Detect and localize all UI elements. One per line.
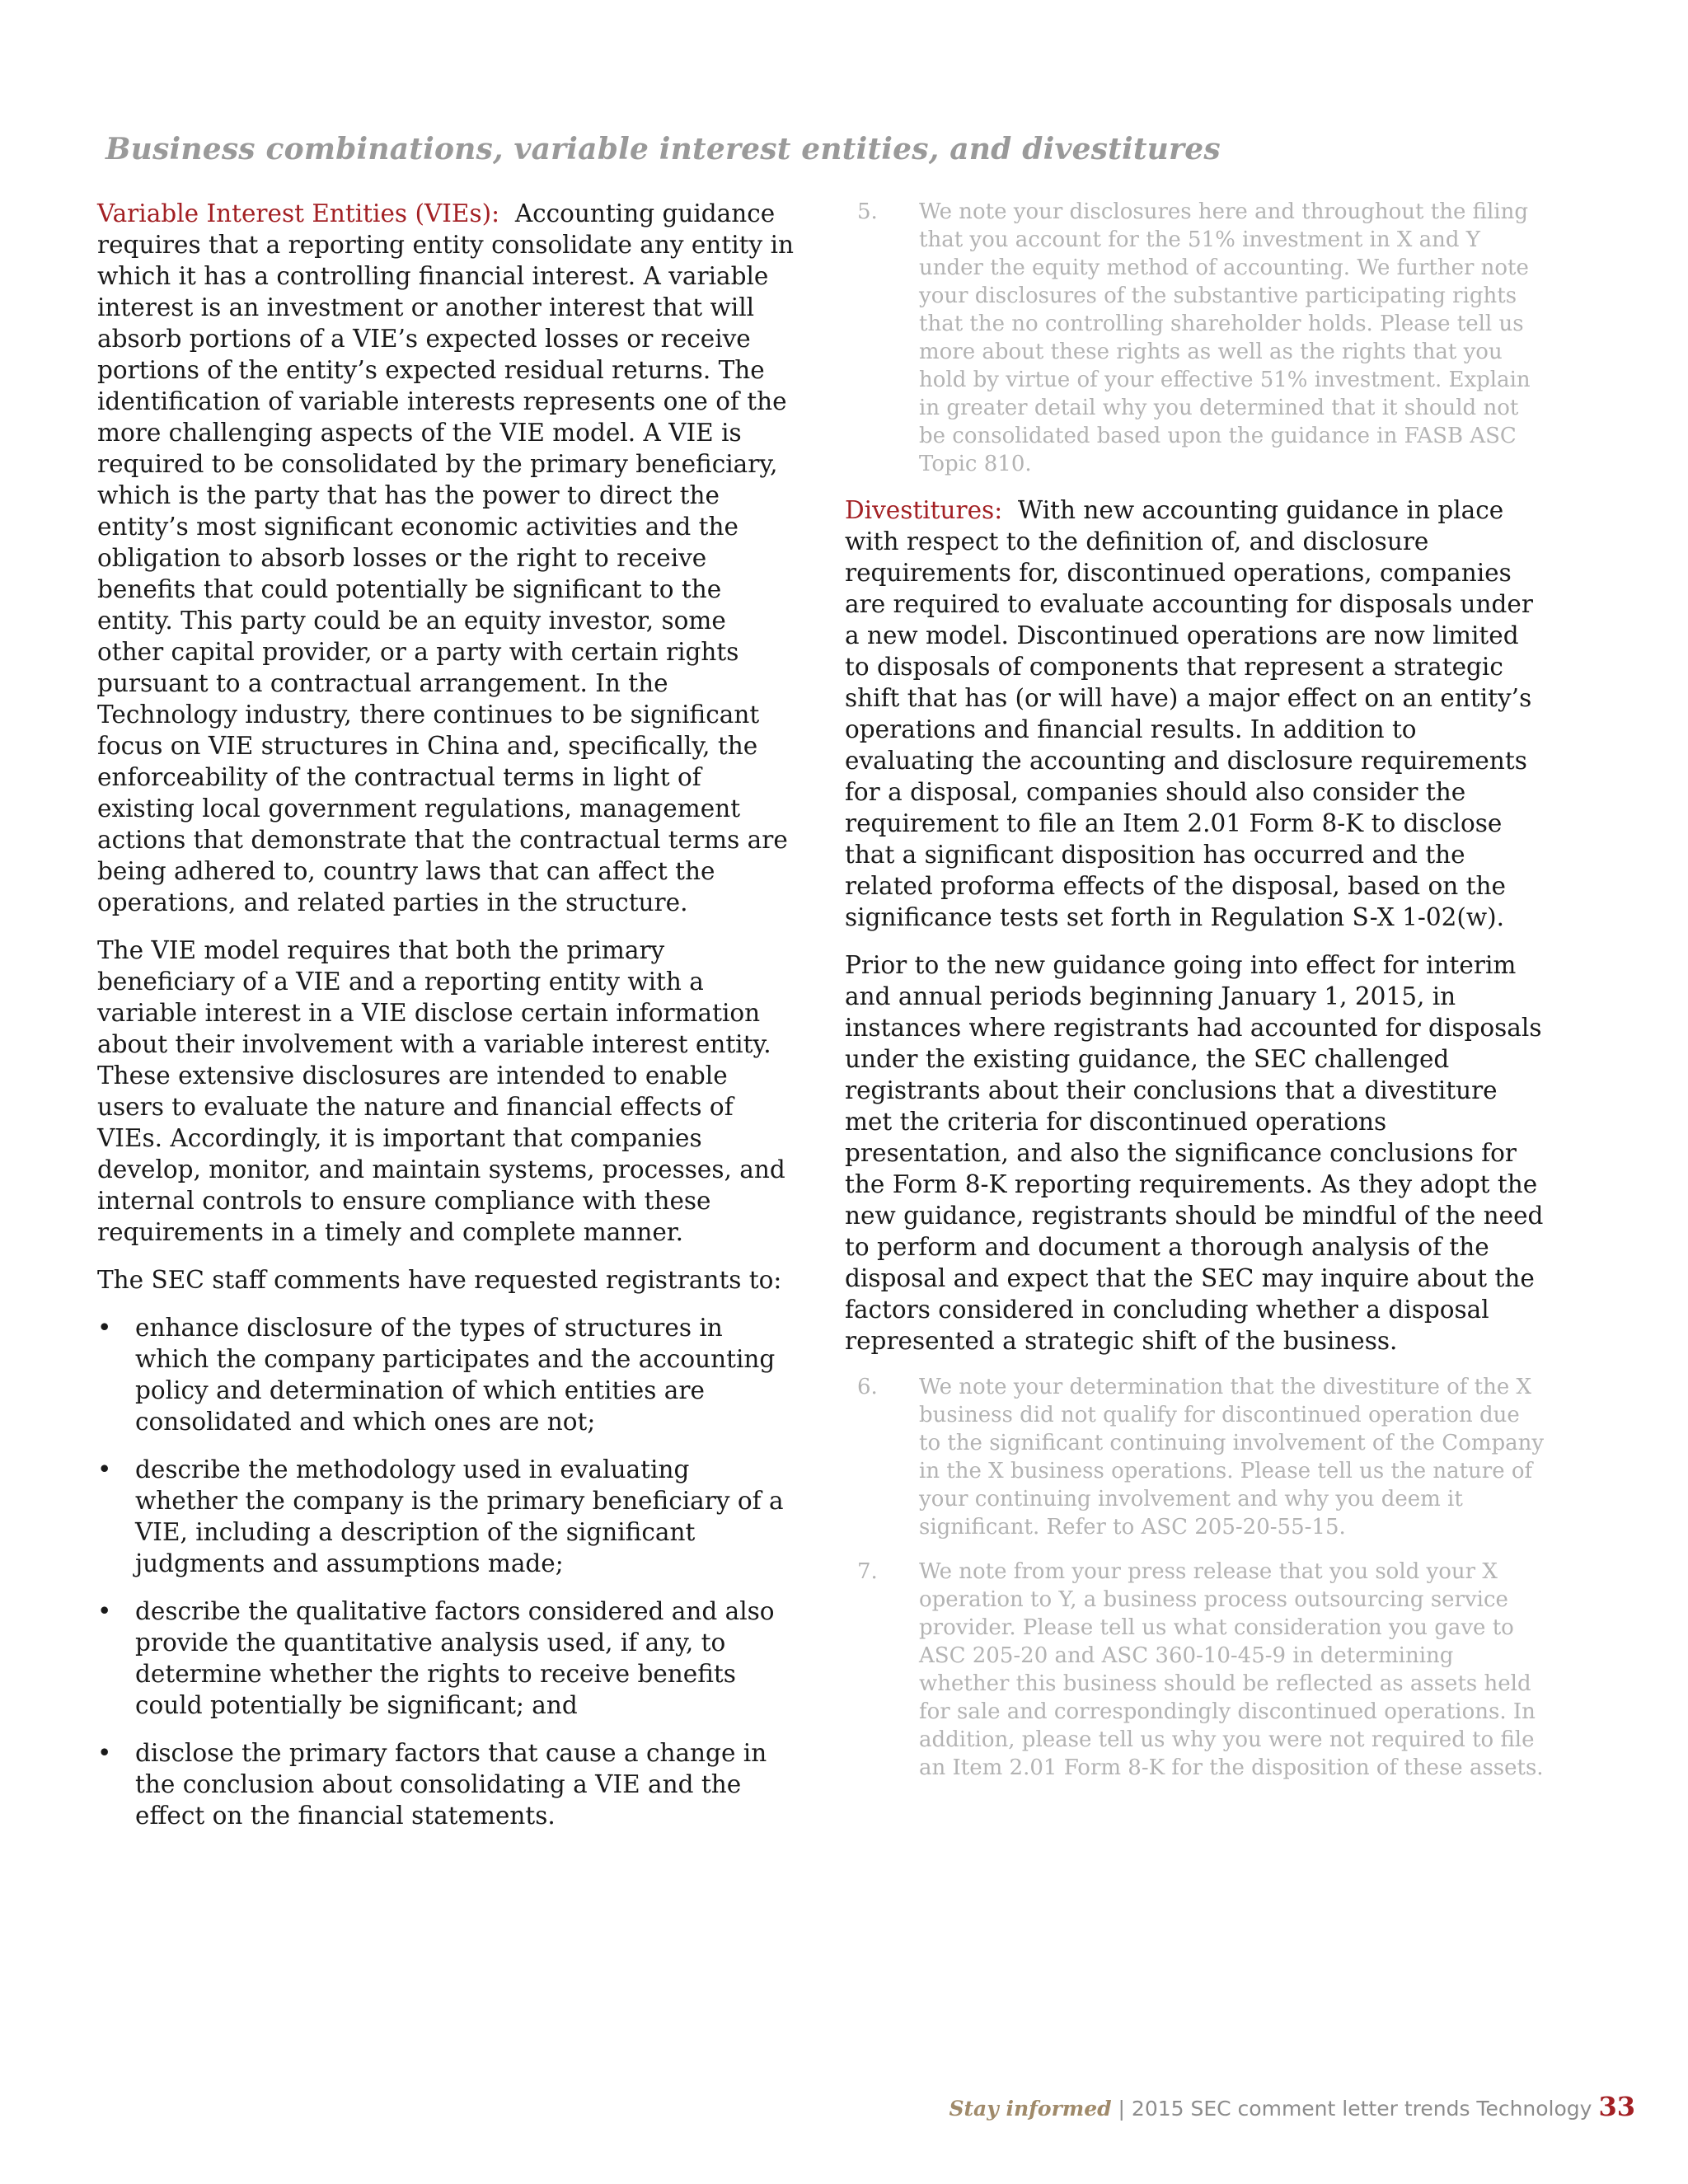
list-item: [97, 1312, 794, 1437]
vie-model-paragraph: The VIE model requires that both the primary beneficiary of a VIE and a reporting entity with a variable interest in a VIE disclose certain information about their involvement with a variable interest entity. These extensive disclosures are intended to enable users to evaluate the nature and financial effects of VIEs. Accordingly, it is important that companies develop, monitor, and maintain systems, processes, and internal controls to ensure compliance with these requirements in a timely and complete manner.: [97, 936, 785, 1246]
left-column: [97, 198, 794, 1848]
list-item-text: disclose the primary factors that cause a change in the conclusion about consolidating a VIE and the effect on the financial statements.: [135, 1739, 767, 1830]
page-number: 33: [1598, 2091, 1635, 2122]
bullet-icon: •: [97, 1455, 112, 1483]
list-item: [97, 1454, 794, 1579]
footer-brand: Stay informed: [949, 2097, 1112, 2121]
sec-comment-5: [857, 198, 1545, 478]
section-title: Business combinations, variable interest entities, and divestitures: [106, 132, 1221, 166]
sec-comment-7: [857, 1558, 1545, 1782]
comment-number: 7.: [857, 1559, 878, 1584]
sec-intro: The SEC staff comments have requested registrants to:: [97, 1266, 782, 1294]
right-column: [845, 198, 1545, 1798]
bullet-icon: •: [97, 1739, 112, 1767]
vie-paragraph: [97, 198, 794, 918]
comment-number: 5.: [857, 199, 878, 224]
footer-title: 2015 SEC comment letter trends Technology: [1131, 2097, 1592, 2121]
comment-number: 6.: [857, 1375, 878, 1399]
vie-paragraph-text: Accounting guidance requires that a reporting entity consolidate any entity in which it has a controlling financial interest. A variable interest is an investment or another interest that will absorb portions of a VIE’s expected losses or receive portions of the entity’s expected residual returns. The identification of variable interests represents one of the more challenging aspects of the VIE model. A VIE is required to be consolidated by the primary beneficiary, which is the party that has the power to direct the entity’s most significant economic activities and the obligation to absorb losses or the right to receive benefits that could potentially be significant to the entity. This party could be an equity investor, some other capital provider, or a party with certain rights pursuant to a contractual arrangement. In the Technology industry, there continues to be significant focus on VIE structures in China and, specifically, the enforceability of the contractual terms in light of existing local government regulations, management actions that demonstrate that the contractual terms are being adhered to, country laws that can affect the operations, and related parties in the structure.: [97, 199, 795, 916]
vie-heading: Variable Interest Entities (VIEs):: [97, 199, 500, 227]
divestitures-paragraph-text: With new accounting guidance in place with respect to the definition of, and disclosure requirements for, discontinued operations, companies are required to evaluate accounting for disposals under a new model. Discontinued operations are now limited to disposals of components that represent a strategic shift that has (or will have) a major effect on an entity’s operations and financial results. In addition to evaluating the accounting and disclosure requirements for a disposal, companies should also consider the requirement to file an Item 2.01 Form 8-K to disclose that a significant disposition has occurred and the related proforma effects of the disposal, based on the significance tests set forth in Regulation S-X 1-02(w).: [845, 496, 1533, 931]
page-footer: [949, 2091, 1635, 2122]
list-item: [97, 1737, 794, 1831]
bullet-icon: •: [97, 1597, 112, 1625]
list-item: [97, 1596, 794, 1721]
list-item-text: enhance disclosure of the types of structures in which the company participates and the accounting policy and determination of which entities are consolidated and which ones are not;: [135, 1314, 776, 1436]
bullet-icon: •: [97, 1314, 112, 1342]
divestitures-paragraph: [845, 494, 1545, 933]
comment-text: We note your disclosures here and throughout the filing that you account for the 51% investment in X and Y under the equity method of accounting. We further note your disclosures of the substantive participating rights that the no controlling shareholder holds. Please tell us more about these rights as well as the rights that you hold by virtue of your effective 51% investment. Explain in greater detail why you determined that it should not be consolidated based upon the guidance in FASB ASC Topic 810.: [919, 199, 1531, 476]
comment-text: We note your determination that the divestiture of the X business did not qualify for discontinued operation due to the significant continuing involvement of the Company in the X business operations. Please tell us the nature of your continuing involvement and why you deem it significant. Refer to ASC 205-20-55-15.: [919, 1375, 1545, 1540]
prior-guidance-paragraph: Prior to the new guidance going into effect for interim and annual periods beginning January 1, 2015, in instances where registrants had accounted for disposals under the existing guidance, the SEC challenged registrants about their conclusions that a divestiture met the criteria for discontinued operations presentation, and also the significance conclusions for the Form 8-K reporting requirements. As they adopt the new guidance, registrants should be mindful of the need to perform and document a thorough analysis of the disposal and expect that the SEC may inquire about the factors considered in concluding whether a disposal represented a strategic shift of the business.: [845, 951, 1544, 1355]
footer-separator: |: [1111, 2097, 1132, 2121]
sec-request-list: [97, 1312, 794, 1831]
divestitures-heading: Divestitures:: [845, 496, 1003, 524]
sec-comment-6: [857, 1373, 1545, 1541]
list-item-text: describe the methodology used in evaluating whether the company is the primary beneficiary of a VIE, including a description of the significant judgments and assumptions made;: [135, 1455, 784, 1577]
comment-text: We note from your press release that you sold your X operation to Y, a business process outsourcing service provider. Please tell us what consideration you gave to ASC 205-20 and ASC 360-10-45-9 in determining whether this business should be reflected as assets held for sale and correspondingly discontinued operations. In addition, please tell us why you were not required to file an Item 2.01 Form 8-K for the disposition of these assets.: [919, 1559, 1544, 1780]
list-item-text: describe the qualitative factors considered and also provide the quantitative analysis used, if any, to determine whether the rights to receive benefits could potentially be significant; and: [135, 1597, 775, 1719]
